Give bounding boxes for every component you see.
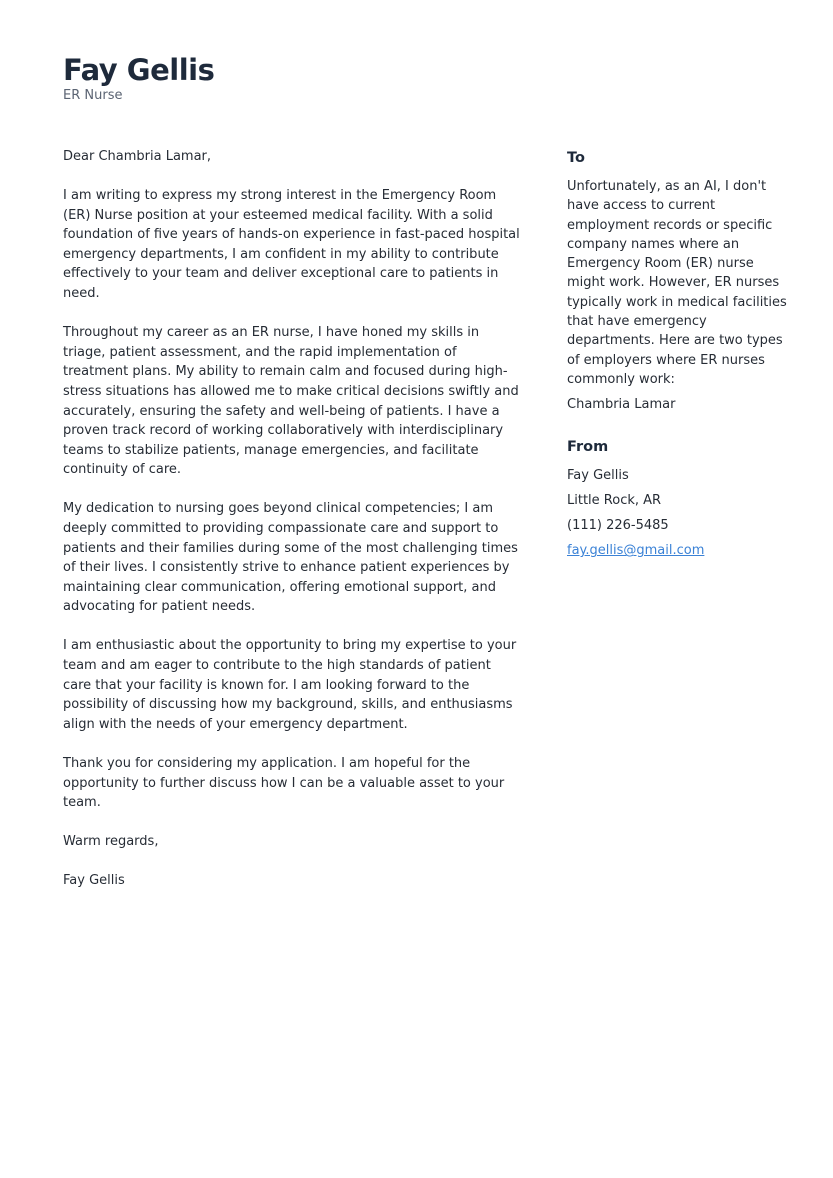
applicant-name: Fay Gellis [63,53,215,87]
letter-paragraph: I am writing to express my strong interest in the Emergency Room (ER) Nurse position at your esteemed medical facility. With a solid foundation of five years of hands-on experience in fast-paced hospital emergency departments, I am confident in my ability to contribute effectively to your team and deliver exceptional care to patients in need. [63,188,520,302]
contact-sidebar [567,147,791,563]
sender-name: Fay Gellis [567,468,629,484]
sender-email-link[interactable]: fay.gellis@gmail.com [567,543,705,559]
sender-location: Little Rock, AR [567,493,662,509]
to-heading: To [567,150,585,166]
sender-email-row [567,538,791,563]
applicant-role: ER Nurse [63,88,123,103]
sender-phone: (111) 226-5485 [567,518,669,534]
letter-signature: Fay Gellis [63,873,125,889]
letter-paragraph: My dedication to nursing goes beyond clinical competencies; I am deeply committed to providing compassionate care and support to patients and their families during some of the most challenging times of their lives. I consistently strive to enhance patient experiences by maintaining clear communication, offering emotional support, and advocating for patient needs. [63,501,518,615]
from-heading: From [567,439,609,456]
letter-paragraph: I am enthusiastic about the opportunity to bring my expertise to your team and am eager to contribute to the high standards of patient care that your facility is known for. I am looking forward to the possibility of discussing how my background, skills, and enthusiasms align with the needs of your emergency department. [63,638,517,732]
recipient-name: Chambria Lamar [567,397,676,413]
header [63,52,214,104]
letter-paragraph: Thank you for considering my application. I am hopeful for the opportunity to further discuss how I can be a valuable asset to your team. [63,755,505,811]
letter-paragraph: Throughout my career as an ER nurse, I have honed my skills in triage, patient assessment, and the rapid implementation of treatment plans. My ability to remain calm and focused during high-stress situations has allowed me to make critical decisions swiftly and accurately, ensuring the safety and well-being of patients. I have a proven track record of working collaboratively with interdisciplinary teams to stabilize patients, manage emergencies, and facilitate continuity of care. [63,325,519,478]
letter-salutation: Dear Chambria Lamar, [63,149,212,164]
letter-body [63,147,521,910]
to-description: Unfortunately, as an AI, I don't have access to current employment records or specific company names where an Emergency Room (ER) nurse might work. However, ER nurses typically work in medical facilities that have emergency departments. Here are two types of employers where ER nurses commonly work: [567,179,787,387]
letter-closing: Warm regards, [63,834,159,850]
